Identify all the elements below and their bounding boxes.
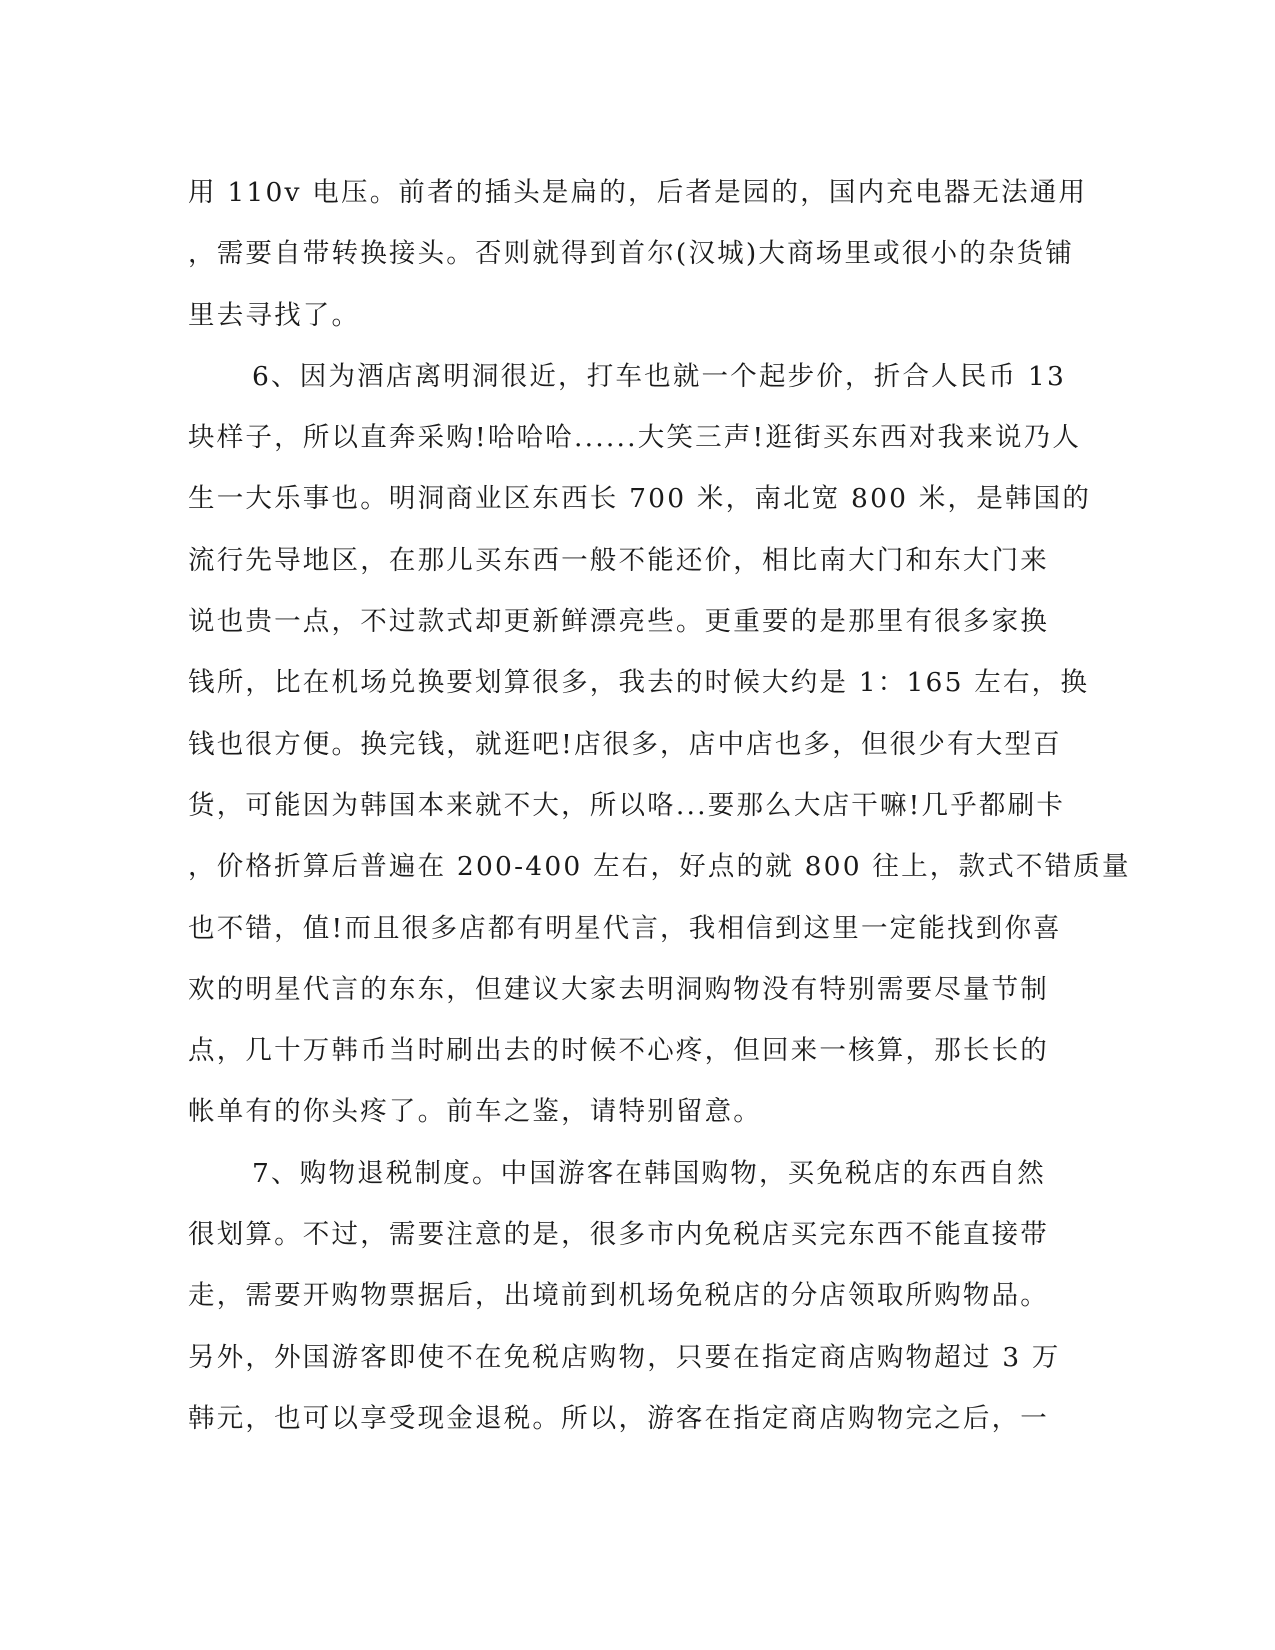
text-line: 生一大乐事也。明洞商业区东西长 700 米，南北宽 800 米，是韩国的 [188, 483, 1092, 515]
text-line: ，需要自带转换接头。否则就得到首尔(汉城)大商场里或很小的杂货铺 [188, 238, 1075, 270]
text-line: 流行先导地区，在那儿买东西一般不能还价，相比南大门和东大门来 [188, 544, 1049, 576]
text-line: 块样子，所以直奔采购!哈哈哈......大笑三声!逛街买东西对我来说乃人 [188, 422, 1082, 454]
text-line: 也不错，值!而且很多店都有明星代言，我相信到这里一定能找到你喜 [188, 912, 1062, 944]
text-line: 帐单有的你头疼了。前车之鉴，请特别留意。 [188, 1096, 762, 1128]
text-line: 钱也很方便。换完钱，就逛吧!店很多，店中店也多，但很少有大型百 [188, 728, 1062, 760]
text-line: 韩元，也可以享受现金退税。所以，游客在指定商店购物完之后，一 [188, 1402, 1049, 1434]
paragraph-6-first-line: 6、因为酒店离明洞很近，打车也就一个起步价，折合人民币 13 [252, 360, 1067, 392]
text-line: 货，可能因为韩国本来就不大，所以咯...要那么大店干嘛!几乎都刷卡 [188, 789, 1066, 821]
text-line: 用 110v 电压。前者的插头是扁的，后者是园的，国内充电器无法通用 [188, 177, 1088, 208]
text-line: 另外，外国游客即使不在免税店购物，只要在指定商店购物超过 3 万 [188, 1341, 1061, 1373]
text-line: 点，几十万韩币当时刷出去的时候不心疼，但回来一核算，那长长的 [188, 1035, 1049, 1067]
text-line: 说也贵一点，不过款式却更新鲜漂亮些。更重要的是那里有很多家换 [188, 606, 1049, 638]
body-text [188, 162, 1131, 1449]
text-line: 欢的明星代言的东东，但建议大家去明洞购物没有特别需要尽量节制 [188, 973, 1049, 1005]
text-line: 钱所，比在机场兑换要划算很多，我去的时候大约是 1：165 左右，换 [188, 667, 1090, 699]
text-line: ，价格折算后普遍在 200-400 左右，好点的就 800 往上，款式不错质量 [188, 851, 1131, 883]
paragraph-7-first-line: 7、购物退税制度。中国游客在韩国购物，买免税店的东西自然 [252, 1157, 1046, 1189]
text-line: 很划算。不过，需要注意的是，很多市内免税店买完东西不能直接带 [188, 1219, 1049, 1251]
text-line: 里去寻找了。 [188, 299, 361, 331]
text-line: 走，需要开购物票据后，出境前到机场免税店的分店领取所购物品。 [188, 1280, 1049, 1312]
